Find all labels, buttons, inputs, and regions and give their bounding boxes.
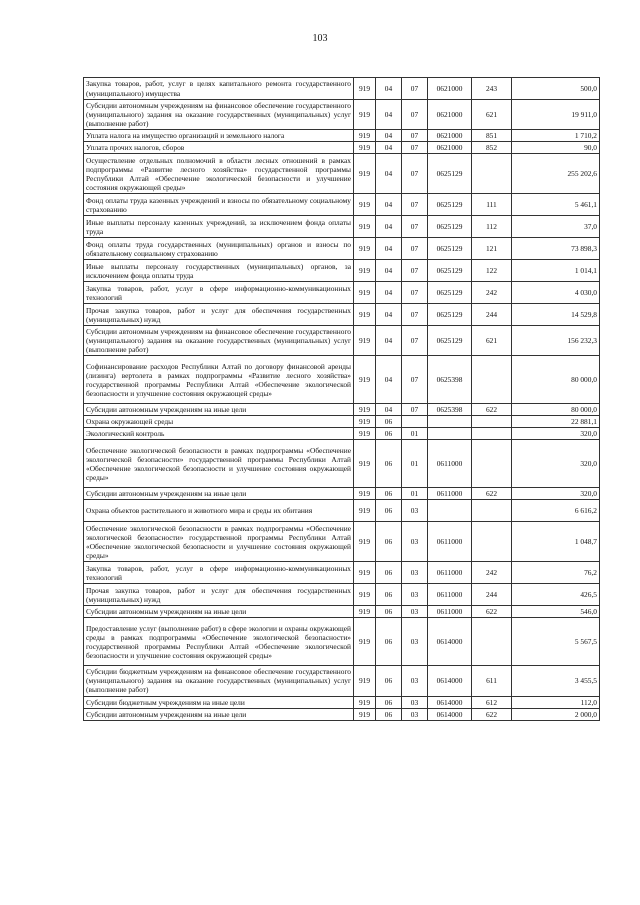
item-description: Фонд оплаты труда государственных (муниципальных) органов и взносы по обязательному социальному страхованию [84,238,354,260]
admin-code: 919 [354,100,376,130]
target-article-code: 0621000 [428,78,472,100]
table-row [84,618,600,666]
item-description: Софинансирование расходов Республики Алтай по договору финансовой аренды (лизинга) вертолета в рамках подпрограммы «Развитие лесного хозяйства» государственной программы Республики Алтай «Обеспечение экологической безопасности и улучшение состояния окружающей среды» [84,356,354,404]
table-row [84,708,600,720]
item-description: Субсидии автономным учреждениям на иные цели [84,606,354,618]
section-code: 04 [376,238,402,260]
subsection-code: 03 [402,562,428,584]
amount: 73 898,3 [512,238,600,260]
subsection-code: 07 [402,194,428,216]
amount: 320,0 [512,440,600,488]
table-row [84,404,600,416]
amount: 22 881,1 [512,416,600,428]
item-description: Прочая закупка товаров, работ и услуг для обеспечения государственных (муниципальных) нужд [84,304,354,326]
subsection-code: 07 [402,154,428,194]
subsection-code: 07 [402,216,428,238]
subsection-code: 01 [402,428,428,440]
expense-type-code: 611 [472,666,512,696]
expense-type-code: 622 [472,606,512,618]
section-code: 04 [376,154,402,194]
item-description: Охрана окружающей среды [84,416,354,428]
table-row [84,696,600,708]
section-code: 06 [376,606,402,618]
expense-type-code: 622 [472,404,512,416]
target-article-code [428,428,472,440]
admin-code: 919 [354,194,376,216]
expense-type-code [472,618,512,666]
subsection-code: 03 [402,708,428,720]
item-description: Фонд оплаты труда казенных учреждений и взносы по обязательному социальному страхованию [84,194,354,216]
expense-type-code: 621 [472,326,512,356]
section-code: 04 [376,326,402,356]
subsection-code: 03 [402,500,428,522]
amount: 320,0 [512,488,600,500]
admin-code: 919 [354,500,376,522]
admin-code: 919 [354,326,376,356]
admin-code: 919 [354,666,376,696]
page-number: 103 [312,33,328,44]
subsection-code: 01 [402,488,428,500]
table-row [84,154,600,194]
target-article-code: 0614000 [428,696,472,708]
subsection-code: 03 [402,584,428,606]
subsection-code: 03 [402,696,428,708]
amount: 156 232,3 [512,326,600,356]
table-row [84,666,600,696]
amount: 112,0 [512,696,600,708]
table-row [84,238,600,260]
expense-type-code [472,356,512,404]
section-code: 06 [376,428,402,440]
table-row [84,488,600,500]
expense-type-code [472,416,512,428]
expense-type-code: 243 [472,78,512,100]
expense-type-code [472,500,512,522]
target-article-code: 0625129 [428,154,472,194]
section-code: 06 [376,416,402,428]
subsection-code: 07 [402,100,428,130]
amount: 546,0 [512,606,600,618]
item-description: Субсидии автономным учреждениям на иные цели [84,708,354,720]
item-description: Субсидии бюджетным учреждениям на иные цели [84,696,354,708]
item-description: Иные выплаты персоналу казенных учреждений, за исключением фонда оплаты труда [84,216,354,238]
admin-code: 919 [354,304,376,326]
subsection-code: 03 [402,606,428,618]
budget-table [83,77,600,721]
table-row [84,78,600,100]
table-row [84,416,600,428]
expense-type-code: 622 [472,708,512,720]
subsection-code: 07 [402,404,428,416]
item-description: Субсидии автономным учреждениям на финансовое обеспечение государственного (муниципального) задания на оказание государственных (муниципальных) услуг (выполнение работ) [84,100,354,130]
section-code: 06 [376,440,402,488]
expense-type-code: 852 [472,142,512,154]
expense-type-code: 112 [472,216,512,238]
section-code: 06 [376,666,402,696]
subsection-code: 01 [402,440,428,488]
table-row [84,216,600,238]
expense-type-code: 851 [472,130,512,142]
item-description: Уплата налога на имущество организаций и земельного налога [84,130,354,142]
section-code: 04 [376,260,402,282]
section-code: 04 [376,356,402,404]
amount: 6 616,2 [512,500,600,522]
section-code: 04 [376,130,402,142]
item-description: Иные выплаты персоналу государственных (муниципальных) органов, за исключением фонда оплаты труда [84,260,354,282]
amount: 80 000,0 [512,356,600,404]
table-row [84,282,600,304]
table-row [84,260,600,282]
target-article-code: 0614000 [428,666,472,696]
admin-code: 919 [354,282,376,304]
target-article-code: 0611000 [428,606,472,618]
item-description: Закупка товаров, работ, услуг в сфере информационно-коммуникационных технологий [84,562,354,584]
item-description: Закупка товаров, работ, услуг в целях капитального ремонта государственного (муниципального) имущества [84,78,354,100]
table-row [84,356,600,404]
target-article-code: 0625398 [428,404,472,416]
table-row [84,130,600,142]
target-article-code: 0611000 [428,522,472,562]
subsection-code: 07 [402,282,428,304]
admin-code: 919 [354,130,376,142]
amount: 2 000,0 [512,708,600,720]
section-code: 06 [376,696,402,708]
expense-type-code: 242 [472,282,512,304]
section-code: 04 [376,216,402,238]
section-code: 04 [376,404,402,416]
item-description: Осуществление отдельных полномочий в области лесных отношений в рамках подпрограммы «Развитие лесного хозяйства» государственной программы Республики Алтай «Обеспечение экологической безопасности и улучшение состояния окружающей среды» [84,154,354,194]
target-article-code [428,500,472,522]
expense-type-code: 122 [472,260,512,282]
amount: 426,5 [512,584,600,606]
target-article-code: 0611000 [428,440,472,488]
table-row [84,142,600,154]
target-article-code: 0625129 [428,260,472,282]
amount: 5 567,5 [512,618,600,666]
item-description: Субсидии автономным учреждениям на иные цели [84,488,354,500]
expense-type-code [472,428,512,440]
target-article-code: 0625129 [428,216,472,238]
item-description: Закупка товаров, работ, услуг в сфере информационно-коммуникационных технологий [84,282,354,304]
admin-code: 919 [354,78,376,100]
target-article-code: 0621000 [428,142,472,154]
target-article-code: 0611000 [428,584,472,606]
admin-code: 919 [354,708,376,720]
admin-code: 919 [354,428,376,440]
section-code: 04 [376,142,402,154]
item-description: Субсидии автономным учреждениям на иные цели [84,404,354,416]
admin-code: 919 [354,696,376,708]
expense-type-code [472,440,512,488]
subsection-code: 03 [402,666,428,696]
item-description: Обеспечение экологической безопасности в рамках подпрограммы «Обеспечение экологической безопасности» государственной программы Республики Алтай «Обеспечение экологической безопасности и улучшение состояния окружающей среды» [84,522,354,562]
target-article-code: 0625398 [428,356,472,404]
section-code: 06 [376,584,402,606]
target-article-code: 0625129 [428,304,472,326]
expense-type-code: 242 [472,562,512,584]
amount: 1 014,1 [512,260,600,282]
item-description: Предоставление услуг (выполнение работ) в сфере экологии и охраны окружающей среды в рамках подпрограммы «Обеспечение экологической безопасности» государственной программы Республики Алтай «Обеспечение экологической безопасности и улучшение состояния окружающей среды» [84,618,354,666]
item-description: Охрана объектов растительного и животного мира и среды их обитания [84,500,354,522]
expense-type-code [472,522,512,562]
amount: 76,2 [512,562,600,584]
admin-code: 919 [354,416,376,428]
amount: 37,0 [512,216,600,238]
target-article-code: 0614000 [428,708,472,720]
admin-code: 919 [354,260,376,282]
table-row [84,584,600,606]
subsection-code: 07 [402,130,428,142]
item-description: Субсидии автономным учреждениям на финансовое обеспечение государственного (муниципального) задания на оказание государственных (муниципальных) услуг (выполнение работ) [84,326,354,356]
table-row [84,562,600,584]
table-row [84,606,600,618]
target-article-code: 0611000 [428,562,472,584]
admin-code: 919 [354,238,376,260]
expense-type-code: 244 [472,304,512,326]
target-article-code: 0614000 [428,618,472,666]
table-row [84,500,600,522]
admin-code: 919 [354,606,376,618]
amount: 5 461,1 [512,194,600,216]
table-row [84,194,600,216]
amount: 255 202,6 [512,154,600,194]
section-code: 04 [376,78,402,100]
subsection-code: 07 [402,326,428,356]
amount: 320,0 [512,428,600,440]
subsection-code: 07 [402,238,428,260]
amount: 1 048,7 [512,522,600,562]
admin-code: 919 [354,154,376,194]
item-description: Прочая закупка товаров, работ и услуг для обеспечения государственных (муниципальных) нужд [84,584,354,606]
table-row [84,304,600,326]
expense-type-code: 621 [472,100,512,130]
target-article-code: 0625129 [428,326,472,356]
section-code: 06 [376,500,402,522]
admin-code: 919 [354,440,376,488]
item-description: Уплата прочих налогов, сборов [84,142,354,154]
expense-type-code: 622 [472,488,512,500]
item-description: Экологический контроль [84,428,354,440]
table-row [84,428,600,440]
amount: 80 000,0 [512,404,600,416]
table-row [84,100,600,130]
target-article-code: 0611000 [428,488,472,500]
target-article-code: 0621000 [428,100,472,130]
target-article-code: 0625129 [428,194,472,216]
amount: 90,0 [512,142,600,154]
amount: 14 529,8 [512,304,600,326]
table-row [84,522,600,562]
section-code: 06 [376,488,402,500]
amount: 19 911,0 [512,100,600,130]
section-code: 06 [376,708,402,720]
expense-type-code: 121 [472,238,512,260]
target-article-code: 0625129 [428,282,472,304]
subsection-code: 03 [402,522,428,562]
admin-code: 919 [354,356,376,404]
section-code: 04 [376,304,402,326]
table-row [84,326,600,356]
item-description: Обеспечение экологической безопасности в рамках подпрограммы «Обеспечение экологической безопасности» государственной программы Республики Алтай «Обеспечение экологической безопасности и улучшение состояния окружающей среды» [84,440,354,488]
amount: 3 455,5 [512,666,600,696]
target-article-code: 0621000 [428,130,472,142]
amount: 500,0 [512,78,600,100]
amount: 4 030,0 [512,282,600,304]
table-row [84,440,600,488]
admin-code: 919 [354,584,376,606]
admin-code: 919 [354,618,376,666]
subsection-code: 03 [402,618,428,666]
expense-type-code: 612 [472,696,512,708]
admin-code: 919 [354,216,376,238]
subsection-code: 07 [402,142,428,154]
target-article-code: 0625129 [428,238,472,260]
item-description: Субсидии бюджетным учреждениям на финансовое обеспечение государственного (муниципального) задания на оказание государственных (муниципальных) услуг (выполнение работ) [84,666,354,696]
expense-type-code: 111 [472,194,512,216]
subsection-code [402,416,428,428]
admin-code: 919 [354,142,376,154]
target-article-code [428,416,472,428]
admin-code: 919 [354,488,376,500]
subsection-code: 07 [402,356,428,404]
section-code: 06 [376,522,402,562]
table-body [84,78,600,721]
section-code: 06 [376,618,402,666]
section-code: 06 [376,562,402,584]
section-code: 04 [376,100,402,130]
expense-type-code: 244 [472,584,512,606]
section-code: 04 [376,194,402,216]
subsection-code: 07 [402,78,428,100]
subsection-code: 07 [402,304,428,326]
admin-code: 919 [354,404,376,416]
admin-code: 919 [354,522,376,562]
section-code: 04 [376,282,402,304]
amount: 1 710,2 [512,130,600,142]
expense-type-code [472,154,512,194]
admin-code: 919 [354,562,376,584]
subsection-code: 07 [402,260,428,282]
